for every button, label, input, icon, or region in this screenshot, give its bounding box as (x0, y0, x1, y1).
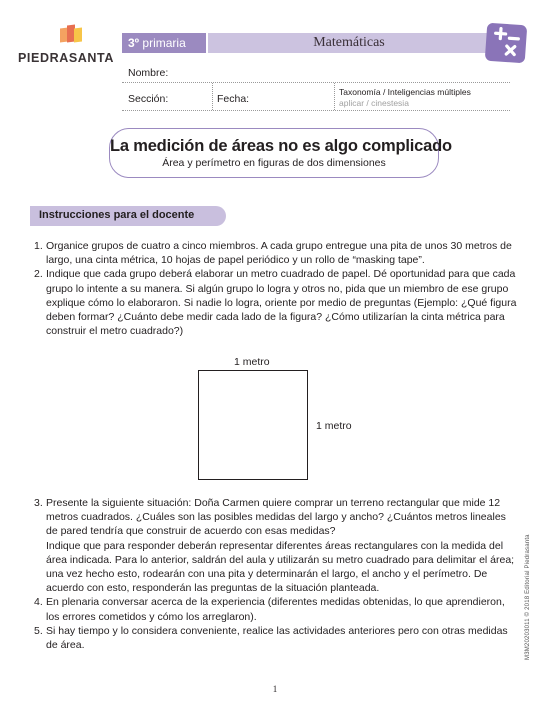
grade-word: primaria (142, 36, 186, 50)
list-item: 3. Presente la siguiente situación: Doña Carmen quiere comprar un terreno rectangular que mide 12 metros cuadrados. ¿Cuáles son las posibles medidas del largo y ancho? ¿Cuántos metros lineales de pared tendría que construir de acuerdo con esas medidas? Indique que para responder deberán representar diferentes áreas rectangulares con la medida del área indicada. Para lo anterior, saldrán del aula y utilizarán su metro cuadrado para delimitar el área; una vez hecho esto, rodearán con una pita y determinarán el largo, el ancho y el perímetro. De acuerdo con esto, responderán las preguntas de la situación planteada. (34, 497, 515, 595)
grade-number: 3º (128, 36, 140, 50)
publisher-logo (18, 24, 118, 66)
plus-minus-times-icon (485, 23, 528, 64)
square-meter-figure (198, 370, 308, 480)
square-side-label: 1 metro (316, 420, 352, 432)
name-line (122, 82, 510, 83)
list-item: 5. Si hay tiempo y lo considera conveniente, realice las actividades anteriores pero con otras medidas de área. (34, 624, 508, 652)
brand-name: PIEDRASANTA (18, 51, 114, 65)
section-label: Sección: (128, 93, 169, 105)
subject-band: Matemáticas (208, 33, 490, 53)
page-subtitle: Área y perímetro en figuras de dos dimensiones (162, 157, 386, 169)
page-number: 1 (272, 684, 278, 694)
section-heading: Instrucciones para el docente (30, 206, 226, 226)
instructions-list-top (34, 239, 518, 338)
section-line (122, 110, 510, 111)
date-label: Fecha: (217, 93, 250, 105)
copyright-note: M3M20203011 © 2018 Editorial Piedrasanta (525, 534, 531, 660)
grade-band (122, 33, 206, 53)
list-item: 2. Indique que cada grupo deberá elaborar un metro cuadrado de papel. Dé oportunidad para que cada grupo lo intente a su manera. Si algún grupo lo logra y otros no, pida que un miembro de ese grupo explique cómo lo elaboraron. Si nadie lo logra, oriente por medio de preguntas (Ejemplo: ¿Qué figura deben formar? ¿Cuánto debe medir cada lado de la figura? ¿Cómo utilizarían la cinta métrica para construir el metro cuadrado?) (34, 268, 517, 338)
list-item: 4. En plenaria conversar acerca de la experiencia (diferentes medidas obtenidas, lo que aprendieron, los errores cometidos y cómo los arreglaron). (34, 596, 505, 623)
taxonomy-label: Taxonomía / Inteligencias múltiples (339, 87, 471, 97)
square-top-label: 1 metro (234, 356, 270, 368)
title-box (109, 128, 452, 178)
instructions-list-bottom (34, 496, 518, 652)
list-item: 1. Organice grupos de cuatro a cinco miembros. A cada grupo entregue una pita de unos 30 metros de largo, una cinta métrica, 10 hojas de papel periódico y un rollo de “masking tape”. (34, 240, 512, 267)
page-title: La medición de áreas no es algo complicado (110, 137, 452, 155)
taxonomy-info (339, 87, 471, 108)
name-label: Nombre: (128, 67, 169, 79)
taxonomy-values: aplicar / cinestesia (339, 97, 409, 108)
book-logo-icon (60, 24, 82, 46)
